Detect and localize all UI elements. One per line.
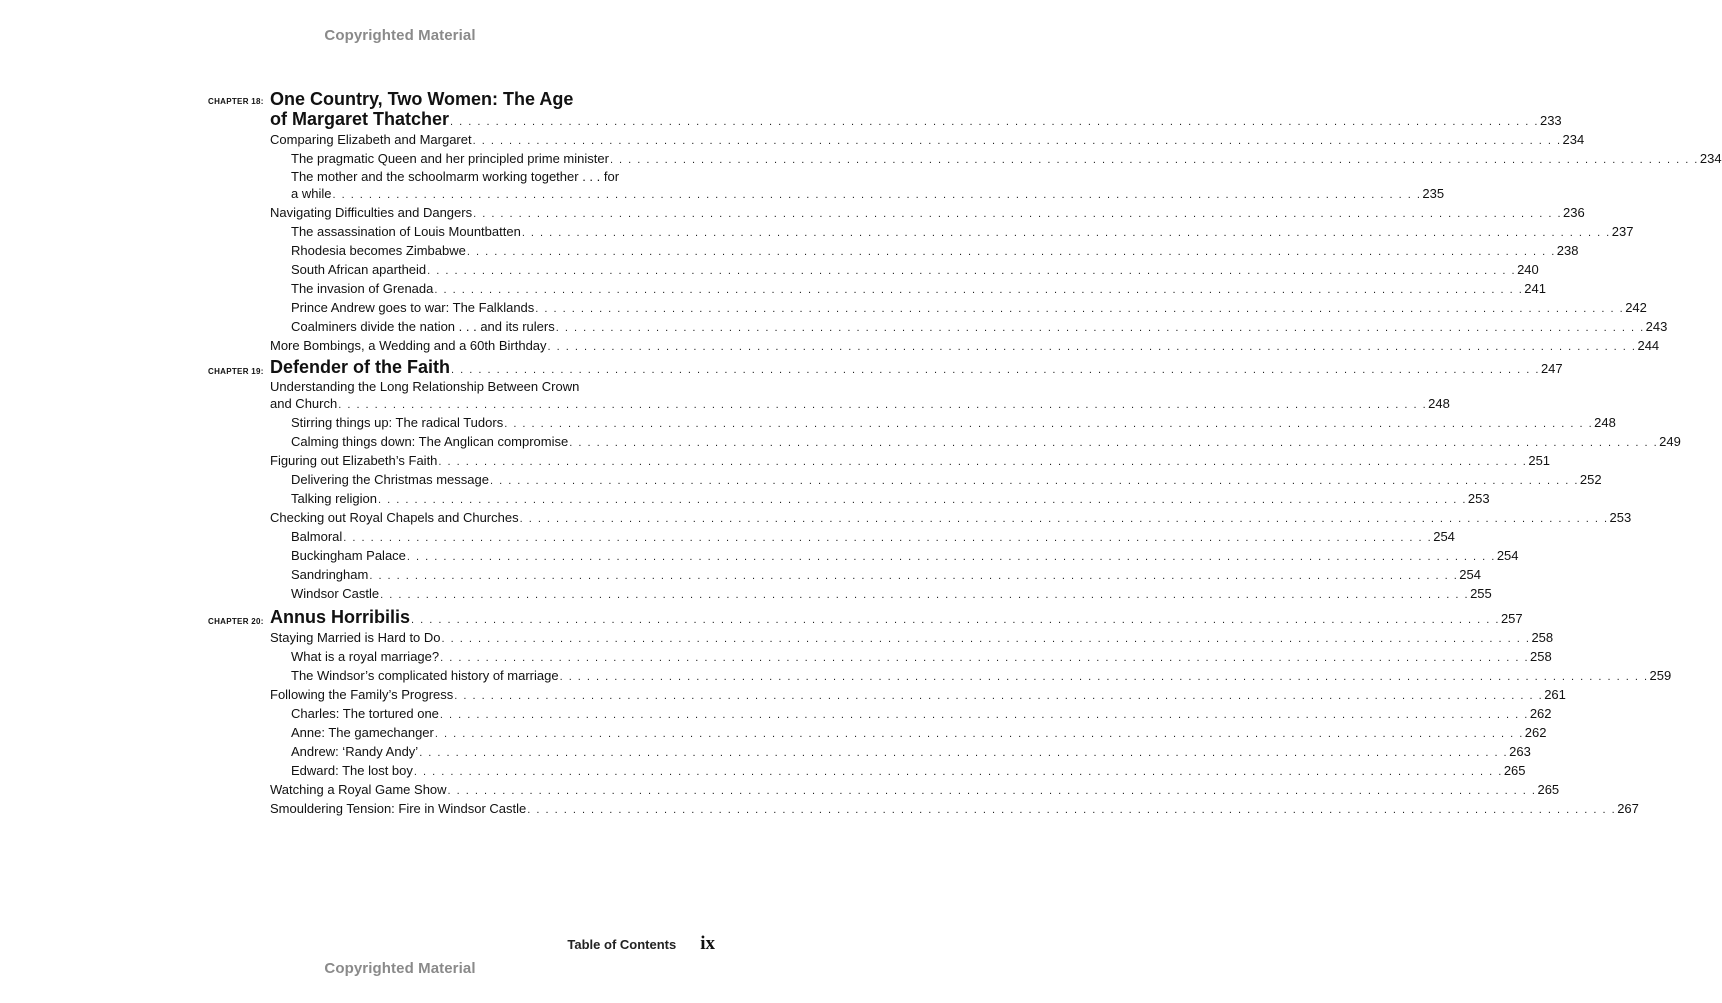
- toc-subentry[interactable]: [291, 223, 1634, 242]
- chapter-title: Annus Horribilis: [270, 607, 411, 627]
- page-number: 255: [1470, 586, 1492, 601]
- dot-leader: . . . . . . . . . . . . . . . . . . . . . . . . . . . . . . . . . . . . . . . . . . . . . . . . . . . . . . . . . . . . . . . . . . . . . . . . . . . . . . . . . . . . . . . . . . . . . . . . . . . . . . . . . . . . . . . . . . . . . . . .: [521, 227, 1611, 239]
- entry-row: [291, 471, 1602, 490]
- entry-row: [291, 566, 1481, 585]
- dot-leader: . . . . . . . . . . . . . . . . . . . . . . . . . . . . . . . . . . . . . . . . . . . . . . . . . . . . . . . . . . . . . . . . . . . . . . . . . . . . . . . . . . . . . . . . . . . . . . . . . . . . . . . . . . . . . . . . . . . . . . . .: [332, 189, 1422, 201]
- entry-row: [291, 150, 1722, 169]
- entry-row: [291, 318, 1668, 337]
- page-number: 233: [1539, 113, 1562, 128]
- entry-row: [291, 547, 1519, 566]
- page-number: 248: [1594, 415, 1616, 430]
- entry-text: Checking out Royal Chapels and Churches: [270, 510, 519, 525]
- entry-row: [291, 705, 1552, 724]
- dot-leader: . . . . . . . . . . . . . . . . . . . . . . . . . . . . . . . . . . . . . . . . . . . . . . . . . . . . . . . . . . . . . . . . . . . . . . . . . . . . . . . . . . . . . . . . . . . . . . . . . . . . . . . . . . . . . . . . . . . . . . . .: [609, 154, 1699, 166]
- toc-subentry[interactable]: [291, 762, 1526, 781]
- entry-row: [291, 299, 1647, 318]
- page-number: 238: [1556, 243, 1579, 258]
- copyright-watermark-bottom: Copyrighted Material: [324, 960, 476, 977]
- entry-text: Edward: The lost boy: [291, 763, 413, 778]
- toc-subentry[interactable]: [291, 169, 1445, 204]
- dot-leader: . . . . . . . . . . . . . . . . . . . . . . . . . . . . . . . . . . . . . . . . . . . . . . . . . . . . . . . . . . . . . . . . . . . . . . . . . . . . . . . . . . . . . . . . . . . . . . . . . . . . . . . . . . . . . . . . . . . . . . . .: [439, 709, 1529, 721]
- toc-entry[interactable]: [270, 686, 1566, 705]
- toc-subentry[interactable]: [291, 667, 1672, 686]
- entry-text: and Church: [270, 396, 338, 411]
- page-number: 262: [1529, 706, 1552, 721]
- toc-subentry[interactable]: [291, 648, 1552, 667]
- chapter-18: [208, 88, 1722, 356]
- entry-text: Talking religion: [291, 491, 377, 506]
- page-number: 242: [1625, 300, 1647, 315]
- dot-leader: . . . . . . . . . . . . . . . . . . . . . . . . . . . . . . . . . . . . . . . . . . . . . . . . . . . . . . . . . . . . . . . . . . . . . . . . . . . . . . . . . . . . . . . . . . . . . . . . . . . . . . . . . . . . . . . . . . . . . . . .: [441, 633, 1531, 645]
- entry-text-first-line: Understanding the Long Relationship Between Crown: [270, 379, 580, 394]
- chapter-title-row[interactable]: [270, 607, 1523, 629]
- toc-subentry[interactable]: [291, 705, 1552, 724]
- dot-leader: . . . . . . . . . . . . . . . . . . . . . . . . . . . . . . . . . . . . . . . . . . . . . . . . . . . . . . . . . . . . . . . . . . . . . . . . . . . . . . . . . . . . . . . . . . . . . . . . . . . . . . . . . . . . . . . . . . . . . . . .: [519, 513, 1609, 525]
- entry-row: [291, 743, 1531, 762]
- dot-leader: . . . . . . . . . . . . . . . . . . . . . . . . . . . . . . . . . . . . . . . . . . . . . . . . . . . . . . . . . . . . . . . . . . . . . . . . . . . . . . . . . . . . . . . . . . . . . . . . . . . . . . . . . . . . . . . . . . . . . . . .: [438, 456, 1528, 468]
- entry-list: [208, 629, 1672, 819]
- page-number: 267: [1617, 801, 1639, 816]
- toc-subentry[interactable]: [291, 280, 1546, 299]
- entry-text: a while: [291, 186, 332, 201]
- page-number: 243: [1645, 319, 1668, 334]
- page-number: 235: [1422, 186, 1445, 201]
- page-number: 254: [1496, 548, 1519, 563]
- dot-leader: . . . . . . . . . . . . . . . . . . . . . . . . . . . . . . . . . . . . . . . . . . . . . . . . . . . . . . . . . . . . . . . . . . . . . . . . . . . . . . . . . . . . . . . . . . . . . . . . . . . . . . . . . . . . . . . . . . . . . . . .: [411, 614, 1500, 626]
- page-number: 240: [1517, 262, 1539, 277]
- toc-subentry[interactable]: [291, 414, 1616, 433]
- chapter-title-row[interactable]: [270, 109, 1562, 131]
- toc-entry[interactable]: [270, 452, 1551, 471]
- entry-row: [270, 509, 1632, 528]
- page-number: 236: [1563, 205, 1585, 220]
- entry-row: [291, 585, 1492, 604]
- dot-leader: . . . . . . . . . . . . . . . . . . . . . . . . . . . . . . . . . . . . . . . . . . . . . . . . . . . . . . . . . . . . . . . . . . . . . . . . . . . . . . . . . . . . . . . . . . . . . . . . . . . . . . . . . . . . . . . . . . . . . . . .: [527, 804, 1617, 816]
- dot-leader: . . . . . . . . . . . . . . . . . . . . . . . . . . . . . . . . . . . . . . . . . . . . . . . . . . . . . . . . . . . . . . . . . . . . . . . . . . . . . . . . . . . . . . . . . . . . . . . . . . . . . . . . . . . . . . . . . . . . . . . .: [419, 747, 1509, 759]
- toc-subentry[interactable]: [291, 150, 1722, 169]
- dot-leader: . . . . . . . . . . . . . . . . . . . . . . . . . . . . . . . . . . . . . . . . . . . . . . . . . . . . . . . . . . . . . . . . . . . . . . . . . . . . . . . . . . . . . . . . . . . . . . . . . . . . . . . . . . . . . . . . . . . . . . . .: [427, 265, 1517, 277]
- entry-row: [270, 452, 1551, 471]
- dot-leader: . . . . . . . . . . . . . . . . . . . . . . . . . . . . . . . . . . . . . . . . . . . . . . . . . . . . . . . . . . . . . . . . . . . . . . . . . . . . . . . . . . . . . . . . . . . . . . . . . . . . . . . . . . . . . . . . . . . . . . . .: [559, 671, 1649, 683]
- page-number: 237: [1611, 224, 1634, 239]
- page-number: 263: [1509, 744, 1531, 759]
- dot-leader: . . . . . . . . . . . . . . . . . . . . . . . . . . . . . . . . . . . . . . . . . . . . . . . . . . . . . . . . . . . . . . . . . . . . . . . . . . . . . . . . . . . . . . . . . . . . . . . . . . . . . . . . . . . . . . . . . . . . . . . .: [378, 494, 1467, 506]
- dot-leader: . . . . . . . . . . . . . . . . . . . . . . . . . . . . . . . . . . . . . . . . . . . . . . . . . . . . . . . . . . . . . . . . . . . . . . . . . . . . . . . . . . . . . . . . . . . . . . . . . . . . . . . . . . . . . . . . . . . . . . . .: [343, 532, 1433, 544]
- entry-text: Coalminers divide the nation . . . and its rulers: [291, 319, 555, 334]
- page-number: 265: [1503, 763, 1526, 778]
- toc-subentry[interactable]: [291, 547, 1519, 566]
- toc-entry[interactable]: [270, 781, 1560, 800]
- entry-text: The invasion of Grenada: [291, 281, 434, 296]
- dot-leader: . . . . . . . . . . . . . . . . . . . . . . . . . . . . . . . . . . . . . . . . . . . . . . . . . . . . . . . . . . . . . . . . . . . . . . . . . . . . . . . . . . . . . . . . . . . . . . . . . . . . . . . . . . . . . . . . . . . . . . . .: [434, 284, 1524, 296]
- dot-leader: . . . . . . . . . . . . . . . . . . . . . . . . . . . . . . . . . . . . . . . . . . . . . . . . . . . . . . . . . . . . . . . . . . . . . . . . . . . . . . . . . . . . . . . . . . . . . . . . . . . . . . . . . . . . . . . . . . . . . . . .: [489, 475, 1579, 487]
- chapter-title-line-1: One Country, Two Women: The Age: [270, 89, 574, 109]
- toc-subentry[interactable]: [291, 299, 1647, 318]
- page-number: 259: [1649, 668, 1672, 683]
- entry-text: Smouldering Tension: Fire in Windsor Castle: [270, 801, 527, 816]
- dot-leader: . . . . . . . . . . . . . . . . . . . . . . . . . . . . . . . . . . . . . . . . . . . . . . . . . . . . . . . . . . . . . . . . . . . . . . . . . . . . . . . . . . . . . . . . . . . . . . . . . . . . . . . . . . . . . . . . . . . . . . . .: [473, 208, 1563, 220]
- entry-row: [291, 433, 1681, 452]
- page-number: 262: [1524, 725, 1547, 740]
- chapter-title: Defender of the Faith: [270, 357, 451, 377]
- toc-subentry[interactable]: [291, 585, 1492, 604]
- entry-row: [270, 800, 1639, 819]
- dot-leader: . . . . . . . . . . . . . . . . . . . . . . . . . . . . . . . . . . . . . . . . . . . . . . . . . . . . . . . . . . . . . . . . . . . . . . . . . . . . . . . . . . . . . . . . . . . . . . . . . . . . . . . . . . . . . . . . . . . . . . . .: [504, 418, 1594, 430]
- dot-leader: . . . . . . . . . . . . . . . . . . . . . . . . . . . . . . . . . . . . . . . . . . . . . . . . . . . . . . . . . . . . . . . . . . . . . . . . . . . . . . . . . . . . . . . . . . . . . . . . . . . . . . . . . . . . . . . . . . . . . . . .: [555, 322, 1645, 334]
- dot-leader: . . . . . . . . . . . . . . . . . . . . . . . . . . . . . . . . . . . . . . . . . . . . . . . . . . . . . . . . . . . . . . . . . . . . . . . . . . . . . . . . . . . . . . . . . . . . . . . . . . . . . . . . . . . . . . . . . . . . . . . .: [413, 766, 1503, 778]
- dot-leader: . . . . . . . . . . . . . . . . . . . . . . . . . . . . . . . . . . . . . . . . . . . . . . . . . . . . . . . . . . . . . . . . . . . . . . . . . . . . . . . . . . . . . . . . . . . . . . . . . . . . . . . . . . . . . . . . . . . . . . . .: [380, 589, 1470, 601]
- toc-subentry[interactable]: [291, 724, 1547, 743]
- page-number: 248: [1428, 396, 1450, 411]
- toc-subentry[interactable]: [291, 566, 1481, 585]
- entry-text: Charles: The tortured one: [291, 706, 439, 721]
- entry-text: Buckingham Palace: [291, 548, 406, 563]
- entry-text: More Bombings, a Wedding and a 60th Birthday: [270, 338, 547, 353]
- chapter-label: CHAPTER 19:: [208, 367, 264, 376]
- toc-entry[interactable]: [270, 629, 1554, 648]
- toc-entry[interactable]: [270, 337, 1660, 356]
- toc-entry[interactable]: [270, 509, 1632, 528]
- dot-leader: . . . . . . . . . . . . . . . . . . . . . . . . . . . . . . . . . . . . . . . . . . . . . . . . . . . . . . . . . . . . . . . . . . . . . . . . . . . . . . . . . . . . . . . . . . . . . . . . . . . . . . . . . . . . . . . . . . . . . . . .: [535, 303, 1625, 315]
- page-number: 249: [1659, 434, 1681, 449]
- page-number: 244: [1637, 338, 1660, 353]
- dot-leader: . . . . . . . . . . . . . . . . . . . . . . . . . . . . . . . . . . . . . . . . . . . . . . . . . . . . . . . . . . . . . . . . . . . . . . . . . . . . . . . . . . . . . . . . . . . . . . . . . . . . . . . . . . . . . . . . . . . . . . . .: [369, 570, 1459, 582]
- entry-text: Calming things down: The Anglican compromise: [291, 434, 569, 449]
- entry-row: [291, 762, 1526, 781]
- page-number: 254: [1433, 529, 1455, 544]
- dot-leader: . . . . . . . . . . . . . . . . . . . . . . . . . . . . . . . . . . . . . . . . . . . . . . . . . . . . . . . . . . . . . . . . . . . . . . . . . . . . . . . . . . . . . . . . . . . . . . . . . . . . . . . . . . . . . . . . . . . . . . . .: [406, 551, 1496, 563]
- entry-row: [270, 337, 1660, 356]
- chapter-header: [208, 88, 1562, 131]
- entry-text: Figuring out Elizabeth’s Faith: [270, 453, 438, 468]
- page-number: 254: [1459, 567, 1481, 582]
- entry-text: Watching a Royal Game Show: [270, 782, 447, 797]
- page-number: 257: [1500, 611, 1523, 626]
- entry-text: Windsor Castle: [291, 586, 380, 601]
- toc-subentry[interactable]: [291, 318, 1668, 337]
- folio-page-number: ix: [700, 933, 715, 954]
- chapter-title-line-2: of Margaret Thatcher: [270, 109, 450, 129]
- page-number: 247: [1540, 361, 1563, 376]
- chapter-title-row[interactable]: [270, 357, 1563, 379]
- entry-row: [270, 204, 1585, 223]
- chapter-label: CHAPTER 20:: [208, 617, 264, 626]
- dot-leader: . . . . . . . . . . . . . . . . . . . . . . . . . . . . . . . . . . . . . . . . . . . . . . . . . . . . . . . . . . . . . . . . . . . . . . . . . . . . . . . . . . . . . . . . . . . . . . . . . . . . . . . . . . . . . . . . . . . . . . . .: [472, 135, 1562, 147]
- toc-subentry[interactable]: [291, 528, 1455, 547]
- toc-entry[interactable]: [270, 800, 1639, 819]
- dot-leader: . . . . . . . . . . . . . . . . . . . . . . . . . . . . . . . . . . . . . . . . . . . . . . . . . . . . . . . . . . . . . . . . . . . . . . . . . . . . . . . . . . . . . . . . . . . . . . . . . . . . . . . . . . . . . . . . . . . . . . . .: [547, 341, 1637, 353]
- page-number: 234: [1699, 151, 1722, 166]
- toc-entry[interactable]: [270, 379, 1450, 414]
- entry-row: [291, 724, 1547, 743]
- entry-text: Following the Family’s Progress: [270, 687, 454, 702]
- chapter-label: CHAPTER 18:: [208, 97, 264, 106]
- running-footer-label: Table of Contents: [567, 937, 677, 952]
- dot-leader: . . . . . . . . . . . . . . . . . . . . . . . . . . . . . . . . . . . . . . . . . . . . . . . . . . . . . . . . . . . . . . . . . . . . . . . . . . . . . . . . . . . . . . . . . . . . . . . . . . . . . . . . . . . . . . . . . . . . . . . .: [434, 728, 1524, 740]
- entry-text: South African apartheid: [291, 262, 427, 277]
- entry-row: [291, 261, 1539, 280]
- page-number: 258: [1530, 649, 1552, 664]
- entry-row: [291, 242, 1579, 261]
- entry-list: [208, 131, 1722, 356]
- entry-text: The pragmatic Queen and her principled prime minister: [291, 151, 609, 166]
- entry-text: What is a royal marriage?: [291, 649, 440, 664]
- entry-row: [291, 528, 1455, 547]
- dot-leader: . . . . . . . . . . . . . . . . . . . . . . . . . . . . . . . . . . . . . . . . . . . . . . . . . . . . . . . . . . . . . . . . . . . . . . . . . . . . . . . . . . . . . . . . . . . . . . . . . . . . . . . . . . . . . . . . . . . . . . . .: [338, 399, 1428, 411]
- entry-text: Prince Andrew goes to war: The Falklands: [291, 300, 535, 315]
- toc-entry[interactable]: [270, 204, 1585, 223]
- page-number: 241: [1524, 281, 1546, 296]
- entry-text: Delivering the Christmas message: [291, 472, 489, 487]
- page-number: 253: [1609, 510, 1632, 525]
- chapter-header: [208, 357, 1563, 379]
- entry-text: The assassination of Louis Mountbatten: [291, 224, 521, 239]
- entry-text-first-line: The mother and the schoolmarm working together . . . for: [291, 169, 620, 184]
- page-number: 252: [1579, 472, 1602, 487]
- entry-row: [270, 781, 1560, 800]
- page-number: 251: [1528, 453, 1551, 468]
- page-footer: [0, 933, 715, 955]
- entry-list: [208, 379, 1681, 604]
- chapter-20: [208, 607, 1672, 819]
- dot-leader: . . . . . . . . . . . . . . . . . . . . . . . . . . . . . . . . . . . . . . . . . . . . . . . . . . . . . . . . . . . . . . . . . . . . . . . . . . . . . . . . . . . . . . . . . . . . . . . . . . . . . . . . . . . . . . . . . . . . . . . .: [451, 364, 1540, 376]
- entry-row: [291, 667, 1672, 686]
- entry-text: Andrew: ‘Randy Andy’: [291, 744, 419, 759]
- entry-row: [270, 131, 1585, 150]
- entry-row: [291, 490, 1490, 509]
- toc-subentry[interactable]: [291, 433, 1681, 452]
- entry-row: [291, 414, 1616, 433]
- chapter-header: [208, 607, 1523, 629]
- page-number: 258: [1531, 630, 1554, 645]
- entry-row: [291, 280, 1546, 299]
- copyright-watermark-top: Copyrighted Material: [324, 27, 476, 44]
- dot-leader: . . . . . . . . . . . . . . . . . . . . . . . . . . . . . . . . . . . . . . . . . . . . . . . . . . . . . . . . . . . . . . . . . . . . . . . . . . . . . . . . . . . . . . . . . . . . . . . . . . . . . . . . . . . . . . . . . . . . . . . .: [450, 116, 1539, 128]
- toc-subentry[interactable]: [291, 490, 1490, 509]
- toc-subentry[interactable]: [291, 471, 1602, 490]
- entry-row: [270, 686, 1566, 705]
- entry-text: Stirring things up: The radical Tudors: [291, 415, 504, 430]
- entry-text: Sandringham: [291, 567, 369, 582]
- entry-text: Comparing Elizabeth and Margaret: [270, 132, 472, 147]
- toc-subentry[interactable]: [291, 261, 1539, 280]
- dot-leader: . . . . . . . . . . . . . . . . . . . . . . . . . . . . . . . . . . . . . . . . . . . . . . . . . . . . . . . . . . . . . . . . . . . . . . . . . . . . . . . . . . . . . . . . . . . . . . . . . . . . . . . . . . . . . . . . . . . . . . . .: [454, 690, 1544, 702]
- page-number: 234: [1562, 132, 1585, 147]
- dot-leader: . . . . . . . . . . . . . . . . . . . . . . . . . . . . . . . . . . . . . . . . . . . . . . . . . . . . . . . . . . . . . . . . . . . . . . . . . . . . . . . . . . . . . . . . . . . . . . . . . . . . . . . . . . . . . . . . . . . . . . . .: [440, 652, 1530, 664]
- entry-row: [291, 185, 1445, 204]
- chapter-19: [208, 357, 1681, 604]
- dot-leader: . . . . . . . . . . . . . . . . . . . . . . . . . . . . . . . . . . . . . . . . . . . . . . . . . . . . . . . . . . . . . . . . . . . . . . . . . . . . . . . . . . . . . . . . . . . . . . . . . . . . . . . . . . . . . . . . . . . . . . . .: [447, 785, 1537, 797]
- entry-row: [270, 395, 1450, 414]
- toc-subentry[interactable]: [291, 743, 1531, 762]
- page-number: 253: [1467, 491, 1490, 506]
- dot-leader: . . . . . . . . . . . . . . . . . . . . . . . . . . . . . . . . . . . . . . . . . . . . . . . . . . . . . . . . . . . . . . . . . . . . . . . . . . . . . . . . . . . . . . . . . . . . . . . . . . . . . . . . . . . . . . . . . . . . . . . .: [569, 437, 1659, 449]
- entry-row: [270, 629, 1554, 648]
- entry-text: Rhodesia becomes Zimbabwe: [291, 243, 466, 258]
- toc-entry[interactable]: [270, 131, 1585, 150]
- entry-text: Balmoral: [291, 529, 343, 544]
- entry-text: Staying Married is Hard to Do: [270, 630, 441, 645]
- entry-text: The Windsor’s complicated history of marriage: [291, 668, 559, 683]
- toc-subentry[interactable]: [291, 242, 1579, 261]
- page-number: 265: [1537, 782, 1560, 797]
- entry-text: Navigating Difficulties and Dangers: [270, 205, 473, 220]
- entry-row: [291, 223, 1634, 242]
- entry-row: [291, 648, 1552, 667]
- page-number: 261: [1544, 687, 1566, 702]
- dot-leader: . . . . . . . . . . . . . . . . . . . . . . . . . . . . . . . . . . . . . . . . . . . . . . . . . . . . . . . . . . . . . . . . . . . . . . . . . . . . . . . . . . . . . . . . . . . . . . . . . . . . . . . . . . . . . . . . . . . . . . . .: [466, 246, 1556, 258]
- entry-text: Anne: The gamechanger: [291, 725, 434, 740]
